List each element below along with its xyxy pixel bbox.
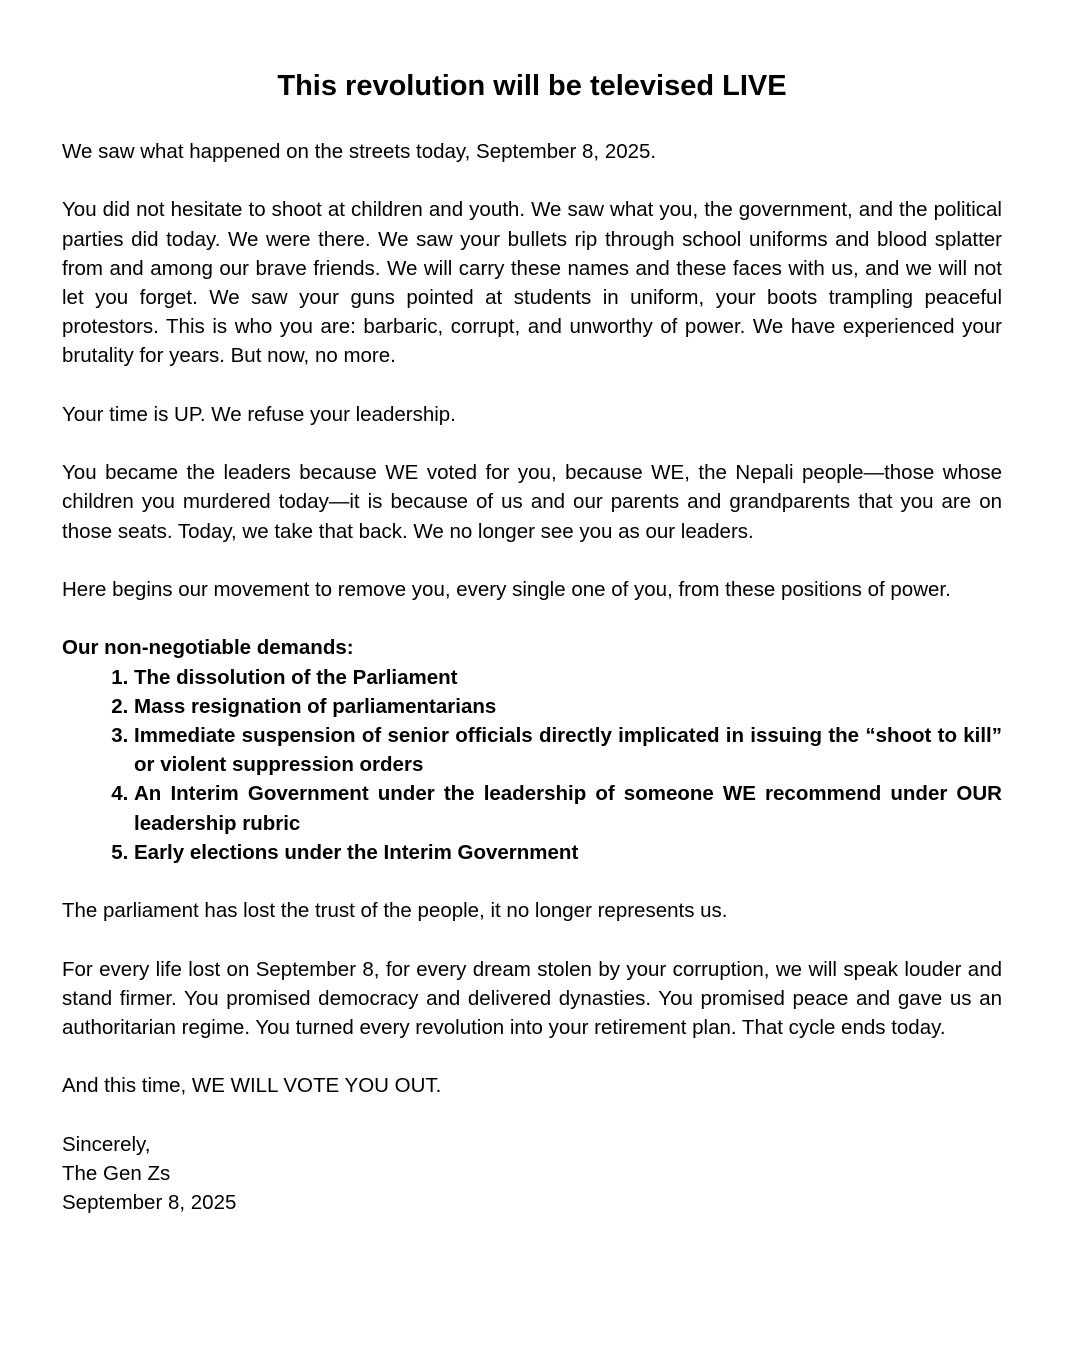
demands-heading: Our non-negotiable demands: [62,636,354,660]
vote-out-paragraph: And this time, WE WILL VOTE YOU OUT. [62,1074,442,1098]
closing-line: Sincerely, [62,1132,151,1156]
signature-block [62,1130,1002,1218]
demands-list [62,663,1002,867]
movement-paragraph: Here begins our movement to remove you, every single one of you, from these positions of power. [62,577,951,601]
leaders-paragraph: You became the leaders because WE voted for you, because WE, the Nepali people—those whose children you murdered today—it is because of us and our parents and grandparents that you are on those seats. Today, we take that back. We no longer see you as our leaders. [62,461,1002,543]
trust-paragraph: The parliament has lost the trust of the people, it no longer represents us. [62,899,728,923]
demand-item: 2. Mass resignation of parliamentarians [134,692,1002,721]
life-lost-paragraph: For every life lost on September 8, for every dream stolen by your corruption, we will speak louder and stand firmer. You promised democracy and delivered dynasties. You promised peace and gave us an authoritarian regime. You turned every revolution into your retirement plan. That cycle ends today. [62,957,1002,1039]
opening-paragraph: We saw what happened on the streets today, September 8, 2025. [62,140,657,163]
time-is-up-paragraph: Your time is UP. We refuse your leadership. [62,402,456,426]
demand-item: 1. The dissolution of the Parliament [134,663,1002,692]
demand-item: 3. Immediate suspension of senior officials directly implicated in issuing the “shoot to kill” or violent suppression orders [134,721,1002,779]
letter-title: This revolution will be televised LIVE [277,70,787,102]
brutality-paragraph: You did not hesitate to shoot at children and youth. We saw what you, the government, and the political parties did today. We were there. We saw your bullets rip through school uniforms and blood splatter from and among our brave friends. We will carry these names and these faces with us, and we will not let you forget. We saw your guns pointed at students in uniform, your boots trampling peaceful protestors. This is who you are: barbaric, corrupt, and unworthy of power. We have experienced your brutality for years. But now, no more. [62,198,1002,368]
signature-date: September 8, 2025 [62,1191,237,1215]
demand-item: 5. Early elections under the Interim Government [134,838,1002,867]
letter-page [62,66,1002,1217]
signer-name: The Gen Zs [62,1161,171,1185]
demand-item: 4. An Interim Government under the leadership of someone WE recommend under OUR leadership rubric [134,779,1002,837]
